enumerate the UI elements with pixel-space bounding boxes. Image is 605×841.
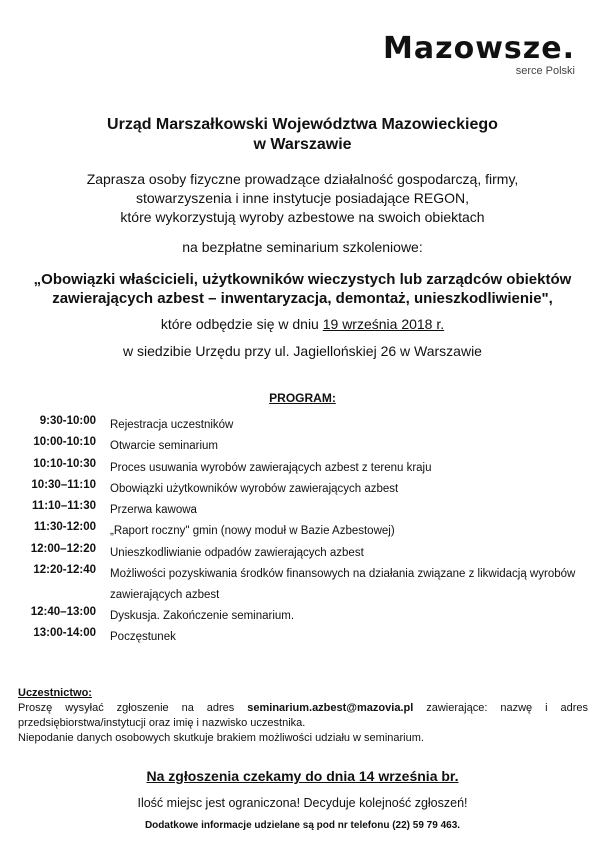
program-desc: Poczęstunek bbox=[110, 631, 176, 644]
contact-info: Dodatkowe informacje udzielane są pod nr telefonu (22) 59 79 463. bbox=[144, 820, 461, 831]
program-desc: Otwarcie seminarium bbox=[110, 440, 218, 453]
topic-line-1: „Obowiązki właścicieli, użytkowników wieczystych lub zarządców obiektów bbox=[33, 271, 572, 288]
program-time: 13:00-14:00 bbox=[33, 627, 96, 640]
program-time: 10:00-10:10 bbox=[33, 436, 96, 449]
seats-limit: Ilość miejsc jest ograniczona! Decyduje kolejność zgłoszeń! bbox=[137, 796, 468, 810]
invitation-text bbox=[0, 170, 605, 227]
logo-wordmark: Mazowsze. bbox=[383, 31, 575, 66]
program-row bbox=[18, 436, 588, 457]
program-row bbox=[18, 458, 588, 479]
program-desc: Obowiązki użytkowników wyrobów zawierających azbest bbox=[110, 482, 399, 495]
program-row bbox=[18, 500, 588, 521]
program-desc: Dyskusja. Zakończenie seminarium. bbox=[110, 610, 295, 623]
program-row bbox=[18, 606, 588, 627]
mazowsze-logo bbox=[383, 31, 575, 77]
program-row bbox=[18, 564, 588, 606]
seminar-intro: na bezpłatne seminarium szkoleniowe: bbox=[182, 239, 423, 255]
program-time: 10:10-10:30 bbox=[33, 457, 96, 470]
title-line-1: Urząd Marszałkowski Województwa Mazowieckiego bbox=[107, 116, 498, 133]
program-desc: Rejestracja uczestników bbox=[110, 419, 234, 431]
program-row bbox=[18, 415, 588, 436]
logo-tagline: serce Polski bbox=[515, 65, 575, 77]
program-desc: „Raport roczny" gmin (nowy moduł w Bazie Azbestowej) bbox=[110, 525, 395, 538]
topic-line-2: zawierających azbest – inwentaryzacja, demontaż, unieszkodliwienie", bbox=[52, 290, 553, 307]
participation-text-suffix: zawierające: nazwę i adres przedsiębiorstwa/instytucji oraz imię i nazwisko uczestnika. bbox=[18, 702, 589, 729]
program-time: 11:10–11:30 bbox=[32, 500, 96, 513]
program-row bbox=[18, 521, 588, 542]
program-row bbox=[18, 543, 588, 564]
page-title bbox=[0, 115, 605, 155]
date-prefix: które odbędzie się w dniu bbox=[160, 316, 323, 332]
program-time: 9:30-10:00 bbox=[39, 415, 96, 427]
participation-note: Niepodanie danych osobowych skutkuje brakiem możliwości udziału w seminarium. bbox=[18, 732, 424, 744]
seminar-topic bbox=[0, 270, 605, 308]
program-time: 12:20-12:40 bbox=[33, 564, 96, 577]
date-value: 19 września 2018 r. bbox=[322, 316, 445, 332]
program-row bbox=[18, 627, 588, 648]
invitation-line-1: Zaprasza osoby fizyczne prowadzące działalność gospodarczą, firmy, bbox=[86, 171, 519, 187]
registration-email: seminarium.azbest@mazovia.pl bbox=[247, 702, 414, 714]
program-desc: Możliwości pozyskiwania środków finansowych na działania związane z likwidacją wyrobów zawierających azbest bbox=[110, 568, 576, 602]
program-time: 10:30–11:10 bbox=[31, 478, 96, 491]
program-time: 12:00–12:20 bbox=[30, 542, 96, 555]
invitation-line-2: stowarzyszenia i inne instytucje posiadające REGON, bbox=[135, 190, 470, 206]
participation-section bbox=[18, 686, 588, 746]
invitation-line-3: które wykorzystują wyroby azbestowe na swoich obiektach bbox=[120, 209, 485, 225]
participation-text bbox=[18, 701, 588, 731]
participation-heading: Uczestnictwo: bbox=[18, 687, 92, 699]
registration-deadline: Na zgłoszenia czekamy do dnia 14 września br. bbox=[146, 768, 459, 784]
program-desc: Przerwa kawowa bbox=[110, 504, 197, 517]
program-heading: PROGRAM: bbox=[269, 391, 336, 405]
title-line-2: w Warszawie bbox=[253, 136, 352, 153]
seminar-venue: w siedzibie Urzędu przy ul. Jagiellońskiej 26 w Warszawie bbox=[123, 343, 482, 359]
program-time: 11:30-12:00 bbox=[33, 521, 96, 534]
seminar-date bbox=[0, 316, 605, 332]
program-desc: Proces usuwania wyrobów zawierających azbest z terenu kraju bbox=[110, 461, 432, 474]
participation-text-prefix: Proszę wysyłać zgłoszenie na adres bbox=[18, 702, 248, 714]
program-schedule bbox=[18, 415, 588, 649]
program-desc: Unieszkodliwianie odpadów zawierających azbest bbox=[110, 546, 364, 559]
program-time: 12:40–13:00 bbox=[30, 606, 96, 619]
program-row bbox=[18, 479, 588, 500]
